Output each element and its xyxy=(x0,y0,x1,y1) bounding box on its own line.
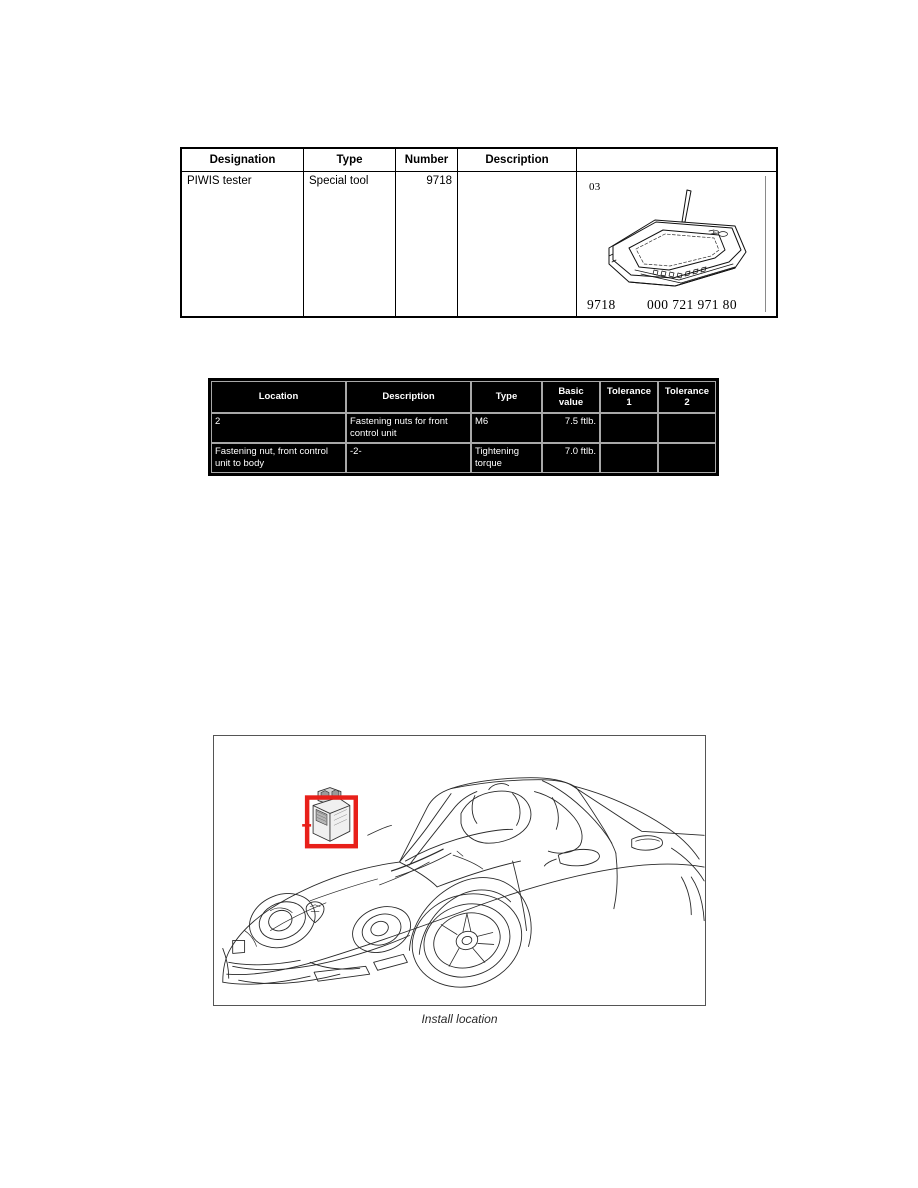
cell-basic-value: 7.5 ftlb. xyxy=(543,414,599,442)
tolerance-1-line-1: Tolerance xyxy=(606,385,652,397)
column-header-description: Description xyxy=(458,148,577,172)
cell-number: 9718 xyxy=(396,172,458,318)
cell-designation: PIWIS tester xyxy=(181,172,304,318)
table-header-row xyxy=(212,382,715,412)
cell-description: Fastening nuts for front control unit xyxy=(347,414,470,442)
column-header-type: Type xyxy=(304,148,396,172)
table-header-row xyxy=(181,148,777,172)
cell-tolerance-2 xyxy=(659,444,715,472)
basic-value-line-1: Basic xyxy=(558,385,584,397)
install-location-figure xyxy=(213,735,706,1006)
cell-type: Tightening torque xyxy=(472,444,541,472)
column-header-basic-value xyxy=(543,382,599,412)
column-header-description: Description xyxy=(347,382,470,412)
tolerance-2-line-2: 2 xyxy=(684,397,690,408)
tool-figure-number: 9718 xyxy=(587,297,616,312)
column-header-location: Location xyxy=(212,382,345,412)
cell-tolerance-2 xyxy=(659,414,715,442)
cell-type: M6 xyxy=(472,414,541,442)
cell-tolerance-1 xyxy=(601,444,657,472)
tool-figure xyxy=(577,172,776,316)
cell-type: Special tool xyxy=(304,172,396,318)
cell-tolerance-1 xyxy=(601,414,657,442)
table-row xyxy=(212,444,715,472)
tolerance-1-line-2: 1 xyxy=(626,397,632,408)
cell-basic-value: 7.0 ftlb. xyxy=(543,444,599,472)
figure-caption: Install location xyxy=(421,1012,498,1026)
tool-figure-index: 03 xyxy=(589,181,601,193)
table-row xyxy=(212,414,715,442)
column-header-image xyxy=(577,148,778,172)
porsche-911-line-drawing-icon xyxy=(214,736,705,1005)
tightening-torque-table xyxy=(208,378,719,476)
figure-divider xyxy=(765,176,766,312)
cell-location: 2 xyxy=(212,414,345,442)
tool-figure-part-number: 000 721 971 80 xyxy=(647,297,737,312)
table-row xyxy=(181,172,777,318)
piwis-tester-icon xyxy=(583,186,773,296)
special-tools-table xyxy=(180,147,778,318)
cell-tool-figure xyxy=(577,172,778,318)
column-header-tolerance-1 xyxy=(601,382,657,412)
basic-value-line-2: value xyxy=(558,397,584,408)
cell-location: Fastening nut, front control unit to body xyxy=(212,444,345,472)
column-header-tolerance-2 xyxy=(659,382,715,412)
column-header-type: Type xyxy=(472,382,541,412)
tolerance-2-line-1: Tolerance xyxy=(664,385,710,397)
column-header-number: Number xyxy=(396,148,458,172)
cell-description: -2- xyxy=(347,444,470,472)
cell-description xyxy=(458,172,577,318)
column-header-designation: Designation xyxy=(181,148,304,172)
